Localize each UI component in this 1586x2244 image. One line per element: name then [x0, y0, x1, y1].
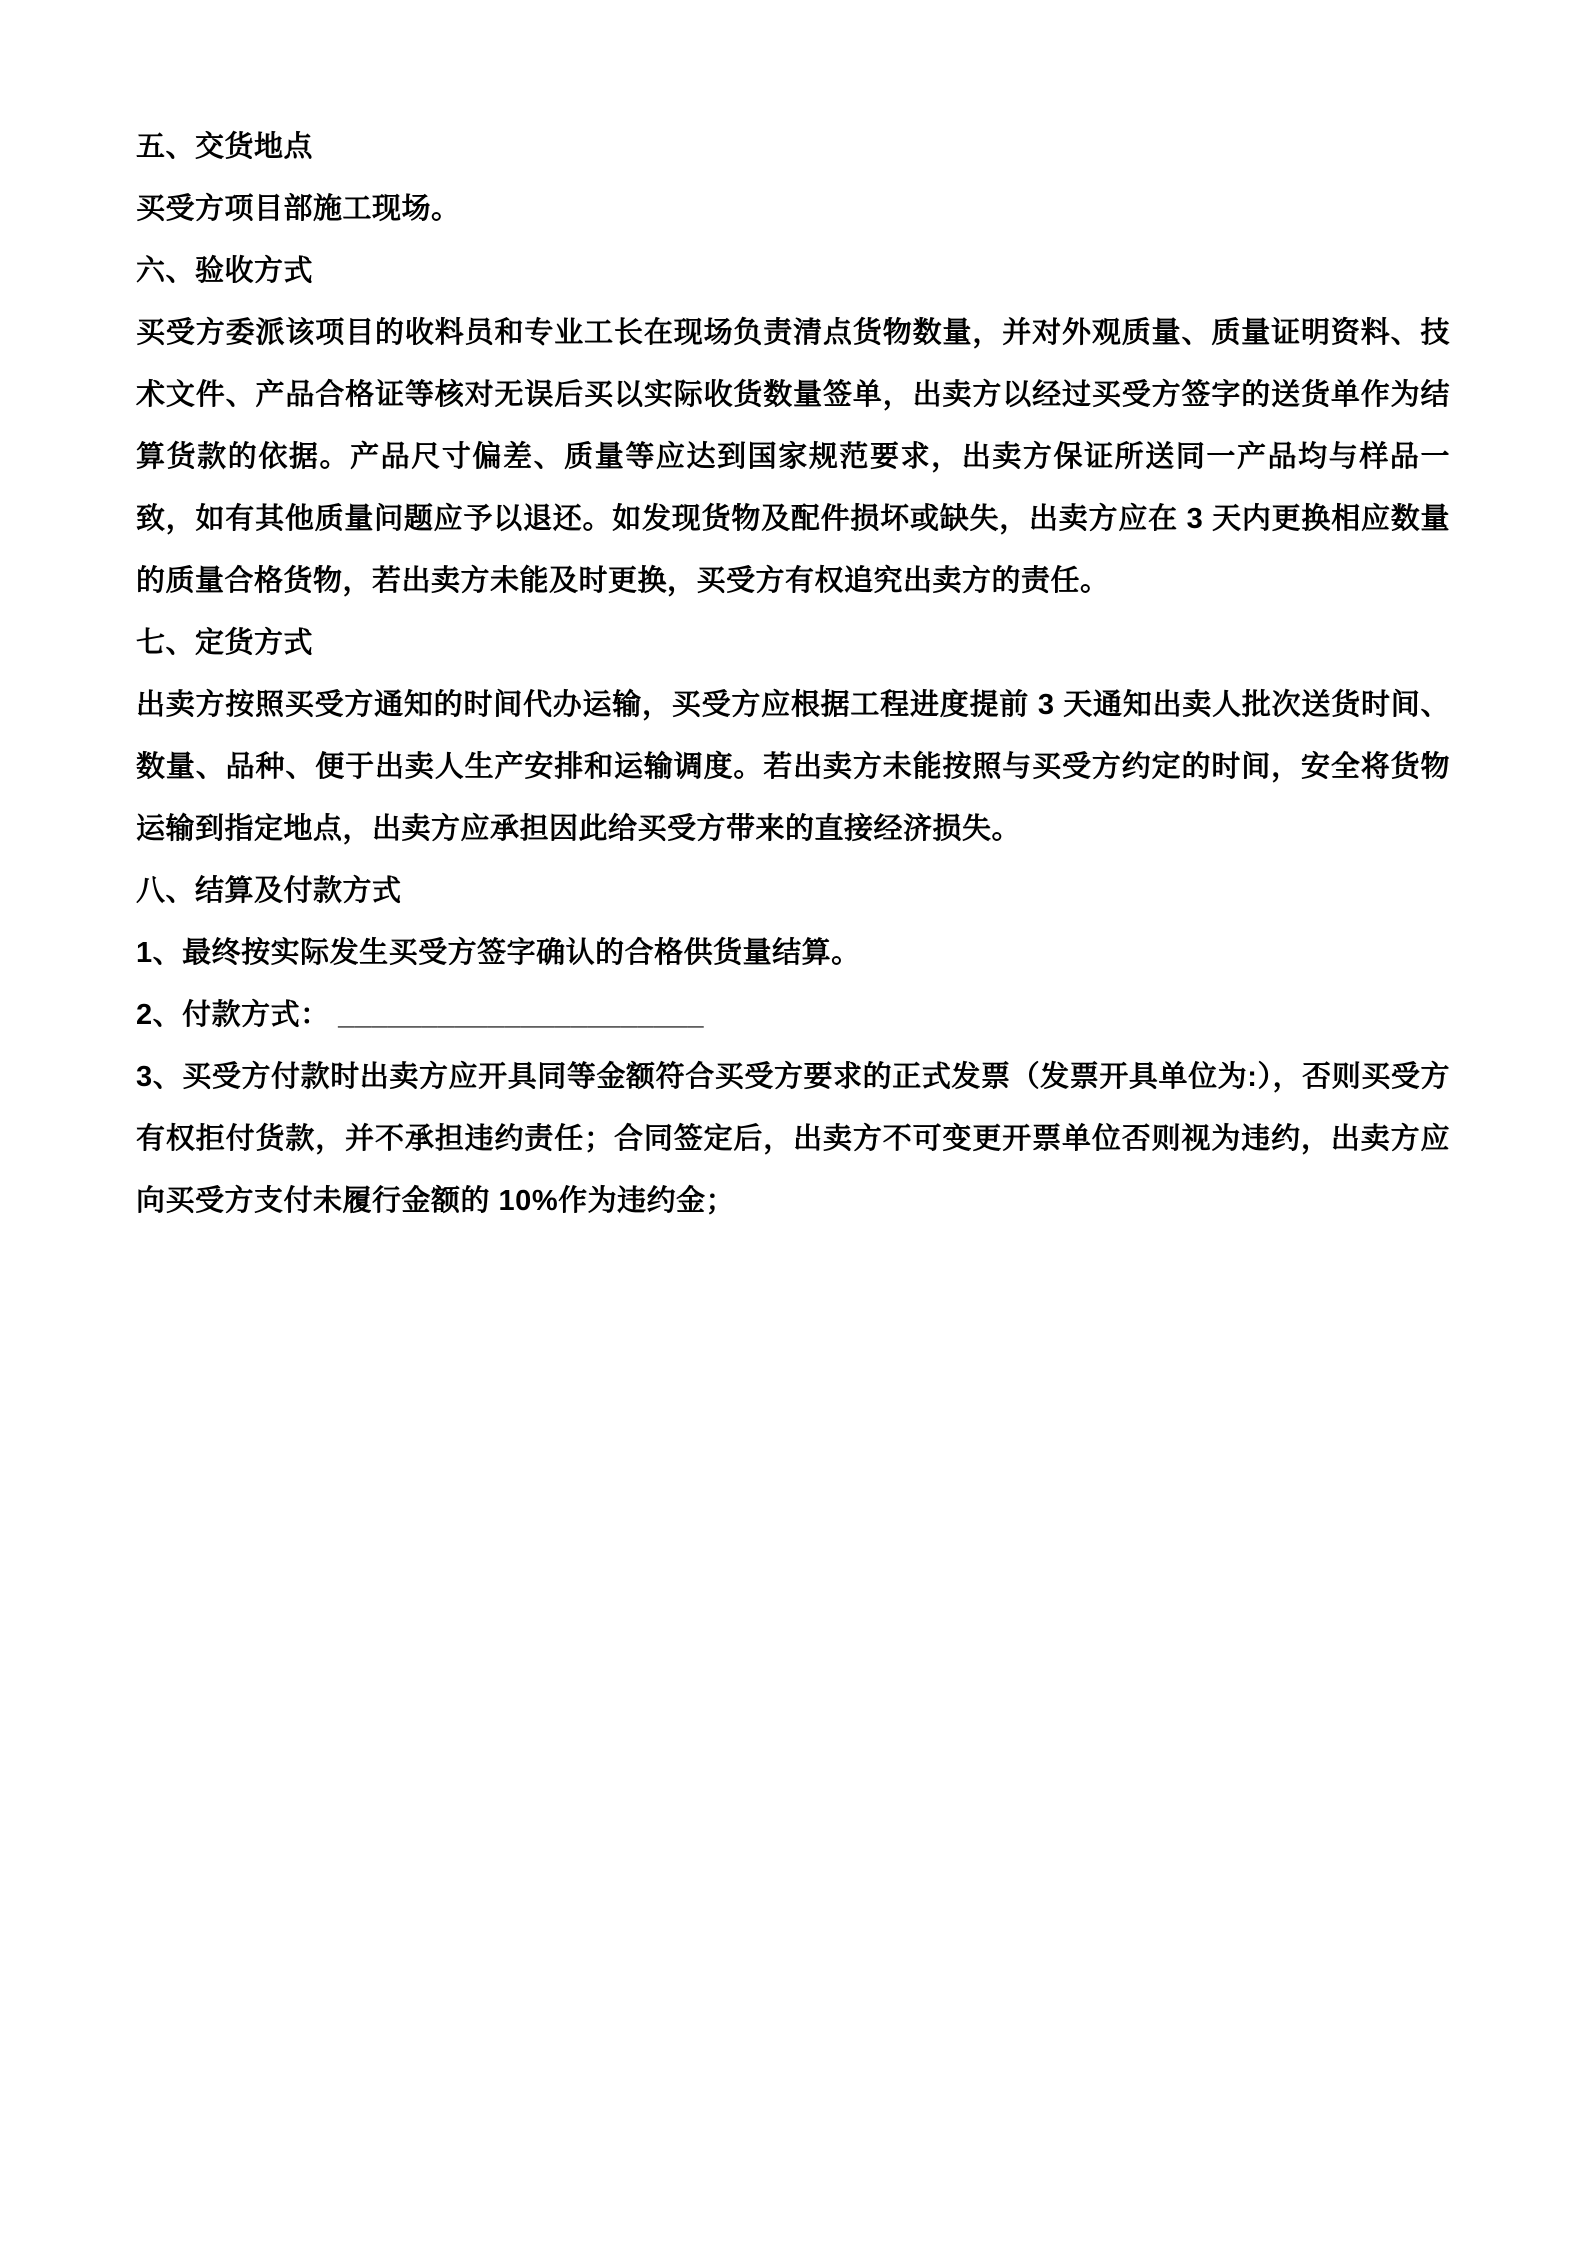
- section-heading-ordering-method: 七、定货方式: [136, 627, 314, 659]
- paragraph-delivery-location: 买受方项目部施工现场。: [136, 193, 461, 225]
- section-heading-delivery-location: 五、交货地点: [136, 131, 314, 163]
- section-heading-acceptance-method: 六、验收方式: [136, 255, 314, 287]
- paragraph-settlement-item-3: 3、买受方付款时出卖方应开具同等金额符合买受方要求的正式发票（发票开具单位为:），否则买受方有权拒付货款，并不承担违约责任；合同签定后，出卖方不可变更开票单位否则视为违约，出卖方应向买受方支付未履行金额的 10%作为违约金；: [136, 1061, 1450, 1217]
- paragraph-ordering-method: 出卖方按照买受方通知的时间代办运输，买受方应根据工程进度提前 3 天通知出卖人批次送货时间、数量、品种、便于出卖人生产安排和运输调度。若出卖方未能按照与买受方约定的时间，安全将货物运输到指定地点，出卖方应承担因此给买受方带来的直接经济损失。: [136, 689, 1450, 845]
- paragraph-settlement-item-2-payment-blank: 2、付款方式： ______________________: [136, 999, 705, 1031]
- section-heading-settlement-payment: 八、结算及付款方式: [136, 875, 402, 907]
- paragraph-settlement-item-1: 1、最终按实际发生买受方签字确认的合格供货量结算。: [136, 937, 861, 969]
- paragraph-acceptance-method: 买受方委派该项目的收料员和专业工长在现场负责清点货物数量，并对外观质量、质量证明资料、技术文件、产品合格证等核对无误后买以实际收货数量签单，出卖方以经过买受方签字的送货单作为结算货款的依据。产品尺寸偏差、质量等应达到国家规范要求，出卖方保证所送同一产品均与样品一致，如有其他质量问题应予以退还。如发现货物及配件损坏或缺失，出卖方应在 3 天内更换相应数量的质量合格货物，若出卖方未能及时更换，买受方有权追究出卖方的责任。: [136, 317, 1450, 597]
